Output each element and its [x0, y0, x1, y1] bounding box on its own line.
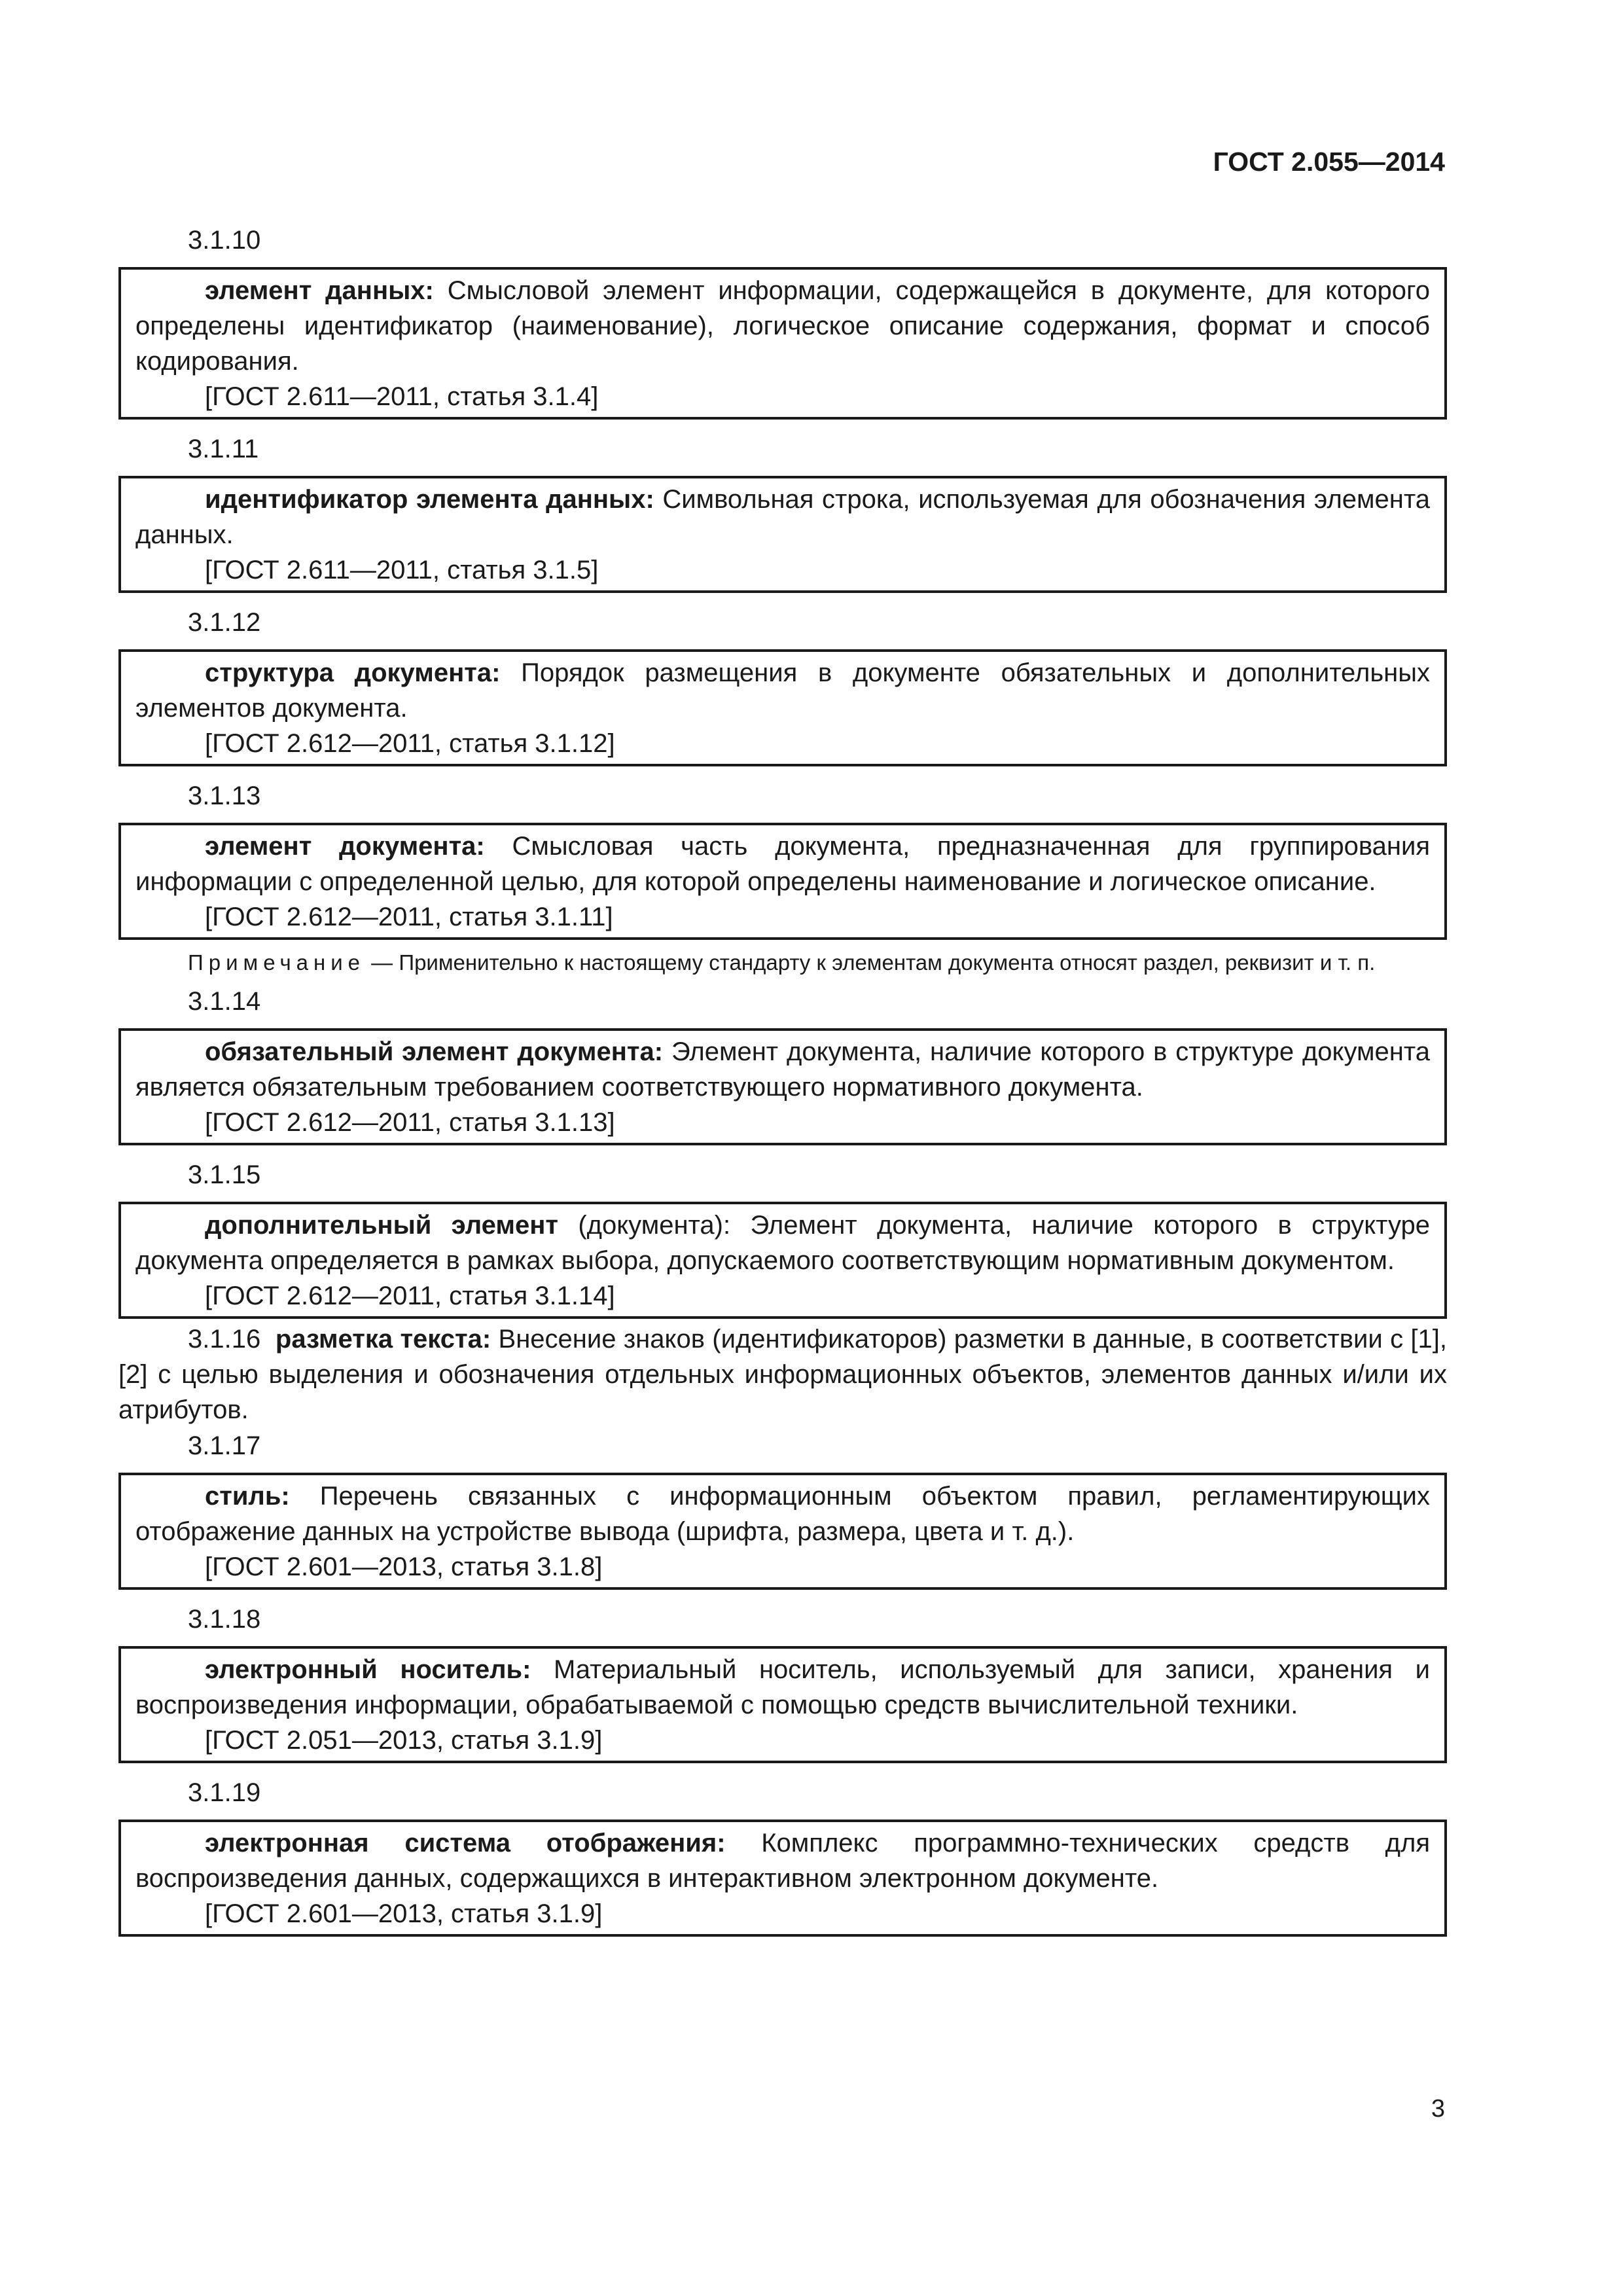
source-reference: [ГОСТ 2.612—2011, статья 3.1.13]: [205, 1108, 615, 1137]
entry-number: 3.1.18: [188, 1605, 261, 1634]
definition: Элемент документа, наличие которого в структуре документа является обязательным требованием соответствующего нормативного документа.: [135, 1037, 1431, 1102]
entry-number: 3.1.19: [188, 1778, 261, 1807]
standard-code: ГОСТ 2.055—2014: [1213, 147, 1445, 177]
definition-text: [135, 482, 1430, 552]
entry-number: 3.1.10: [188, 226, 261, 255]
term: разметка текста:: [275, 1325, 491, 1354]
term: элемент данных:: [205, 276, 434, 305]
note: [118, 946, 1447, 979]
definition-text: [135, 655, 1430, 726]
source-reference: [ГОСТ 2.601—2013, статья 3.1.8]: [205, 1552, 603, 1581]
definition-box: [118, 1028, 1447, 1145]
definition: Перечень связанных с информационным объектом правил, регламентирующих отображение данных на устройстве вывода (шрифта, размера, цвета и т. д.).: [135, 1482, 1430, 1546]
term: элемент документа:: [205, 832, 485, 861]
note-text: — Применительно к настоящему стандарту к элементам документа относят раздел, реквизит и т. п.: [365, 950, 1376, 975]
term: электронный носитель:: [205, 1655, 531, 1684]
entry-number: 3.1.16: [188, 1325, 261, 1354]
definition-box: [118, 1646, 1447, 1763]
definition: Порядок размещения в документе обязательных и дополнительных элементов документа.: [135, 658, 1430, 723]
definition: Символьная строка, используемая для обозначения элемента данных.: [135, 485, 1430, 549]
source-reference: [ГОСТ 2.612—2011, статья 3.1.11]: [205, 903, 613, 931]
entry-number: 3.1.14: [188, 987, 261, 1016]
document-header: [1191, 145, 1445, 178]
definition-text: [135, 1034, 1430, 1105]
plain-definition: [118, 1321, 1447, 1427]
definition-box: [118, 823, 1447, 940]
source-reference: [ГОСТ 2.611—2011, статья 3.1.4]: [205, 382, 599, 411]
term: обязательный элемент документа:: [205, 1037, 664, 1066]
term: дополнительный элемент: [205, 1211, 558, 1240]
document-body: [118, 222, 1447, 1937]
entry-number: 3.1.12: [188, 608, 261, 637]
entry-number: 3.1.15: [188, 1160, 261, 1189]
definition: Материальный носитель, используемый для записи, хранения и воспроизведения информации, обрабатываемой с помощью средств вычислительной техники.: [135, 1655, 1430, 1719]
note-label: Примечание: [188, 950, 366, 975]
definition-box: [118, 1820, 1447, 1937]
definition: Внесение знаков (идентификаторов) разметки в данные, в соответствии с [1], [2] с целью выделения и обозначения отдельных информационных объектов, элементов данных и/или их атрибутов.: [118, 1325, 1447, 1424]
definition-text: [135, 1652, 1430, 1723]
entry-number: 3.1.11: [188, 435, 259, 463]
term: идентификатор элемента данных:: [205, 485, 654, 514]
definition-box: [118, 267, 1447, 420]
entry-number: 3.1.13: [188, 781, 261, 810]
definition-box: [118, 649, 1447, 766]
definition-text: [135, 273, 1430, 379]
definition-text: [135, 1208, 1430, 1278]
source-reference: [ГОСТ 2.611—2011, статья 3.1.5]: [205, 556, 599, 584]
term: электронная система отображения:: [205, 1829, 726, 1857]
source-reference: [ГОСТ 2.051—2013, статья 3.1.9]: [205, 1726, 603, 1755]
definition-box: [118, 1473, 1447, 1590]
definition: Смысловая часть документа, предназначенная для группирования информации с определенной целью, для которой определены наименование и логическое описание.: [135, 832, 1431, 896]
entry-number: 3.1.17: [188, 1431, 261, 1460]
definition-text: [135, 1825, 1430, 1896]
term: структура документа:: [205, 658, 501, 687]
page-number: 3: [1431, 2095, 1445, 2123]
definition-box: [118, 1202, 1447, 1319]
definition-text: [135, 829, 1430, 899]
source-reference: [ГОСТ 2.601—2013, статья 3.1.9]: [205, 1899, 603, 1928]
term: стиль:: [205, 1482, 290, 1511]
definition: Комплекс программно-технических средств для воспроизведения данных, содержащихся в интерактивном электронном документе.: [135, 1829, 1430, 1893]
source-reference: [ГОСТ 2.612—2011, статья 3.1.14]: [205, 1282, 615, 1310]
definition: Смысловой элемент информации, содержащейся в документе, для которого определены идентификатор (наименование), логическое описание содержания, формат и способ кодирования.: [135, 276, 1430, 376]
definition-text: [135, 1479, 1430, 1549]
definition-box: [118, 476, 1447, 593]
definition: (документа): Элемент документа, наличие которого в структуре документа определяется в рамках выбора, допускаемого соответствующим нормативным документом.: [135, 1211, 1430, 1275]
source-reference: [ГОСТ 2.612—2011, статья 3.1.12]: [205, 729, 615, 758]
